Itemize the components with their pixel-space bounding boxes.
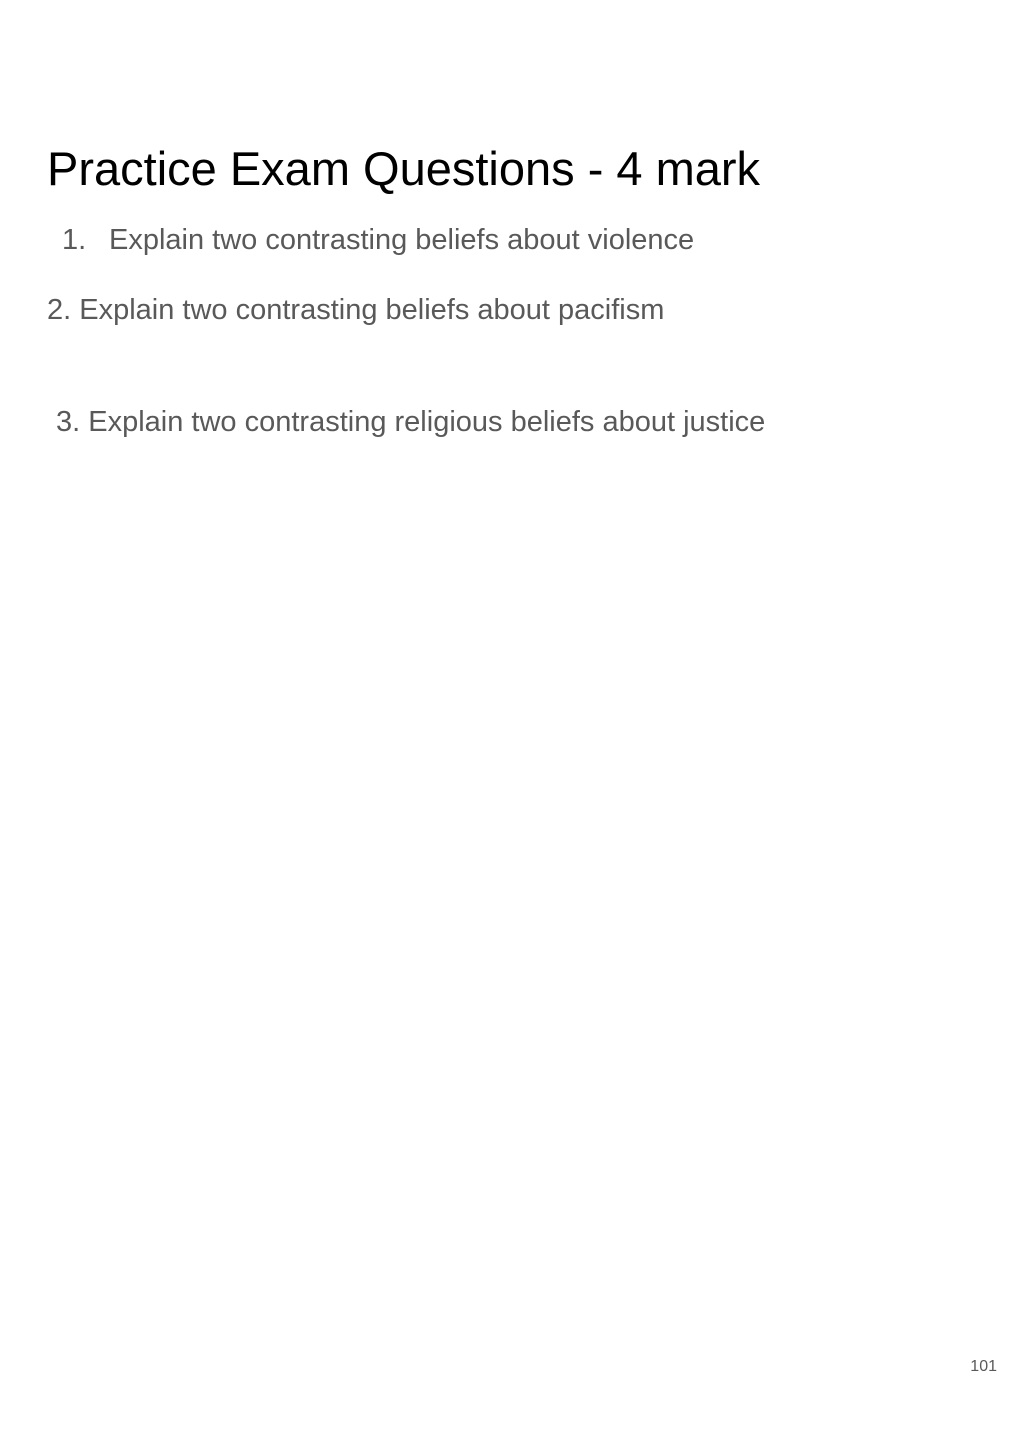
- page-number: 101: [970, 1358, 997, 1375]
- question-2: [47, 292, 664, 328]
- question-3-number: 3.: [56, 406, 81, 438]
- question-1: [62, 222, 694, 258]
- question-3-text: Explain two contrasting religious beliefs about justice: [88, 406, 766, 438]
- question-2-number: 2.: [47, 294, 72, 326]
- page-title: Practice Exam Questions - 4 mark: [47, 142, 761, 195]
- question-3: [56, 404, 765, 440]
- question-1-number: 1.: [62, 224, 87, 256]
- question-1-text: Explain two contrasting beliefs about violence: [109, 224, 695, 256]
- question-2-text: Explain two contrasting beliefs about pacifism: [79, 294, 665, 326]
